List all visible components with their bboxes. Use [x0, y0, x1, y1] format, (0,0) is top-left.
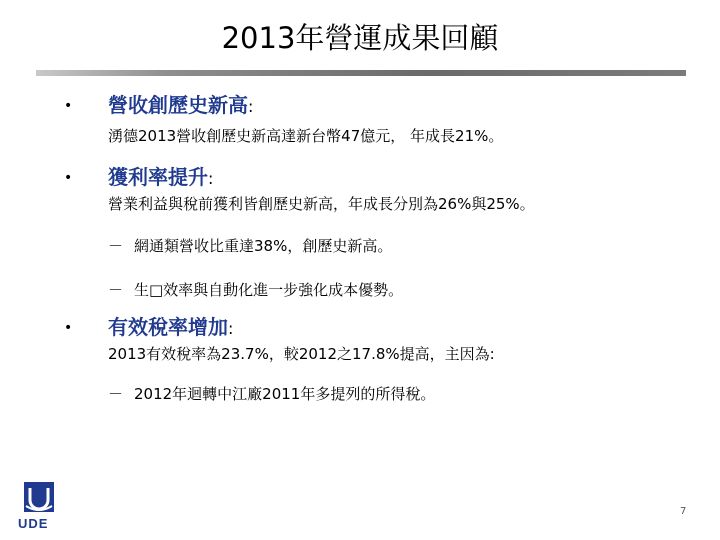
dash-marker: －: [108, 281, 124, 299]
bullet-3: •: [64, 320, 73, 336]
efficiency-text: 生□效率與自動化進一步強化成本優勢。: [134, 281, 404, 299]
heading-tax-text: 有效稅率增加: [108, 315, 228, 339]
title-divider: [36, 70, 686, 76]
dash-marker: －: [108, 237, 124, 255]
tax-detail: 2013有效稅率為23.7%，較2012之17.8%提高，主因為:: [108, 345, 495, 363]
bullet-2: •: [64, 170, 73, 186]
bullet-1: •: [64, 98, 73, 114]
ude-logo: [16, 480, 68, 532]
tax-reason-text: 2012年迴轉中江廠2011年多提列的所得稅。: [134, 385, 436, 403]
heading-tax-colon: :: [228, 319, 234, 338]
slide-title: 2013年營運成果回顧: [221, 21, 499, 55]
tax-reason-line: [108, 384, 435, 404]
heading-revenue: [108, 92, 253, 120]
heading-profit-text: 獲利率提升: [108, 165, 208, 189]
heading-profit: [108, 164, 213, 192]
page-number: 7: [680, 506, 687, 517]
dash-marker: －: [108, 385, 124, 403]
network-share-text: 網通類營收比重達38%，創歷史新高。: [134, 237, 393, 255]
heading-profit-colon: :: [208, 169, 214, 188]
heading-revenue-colon: :: [248, 97, 254, 116]
network-share-line: [108, 236, 392, 256]
logo-text: UDE: [18, 516, 49, 531]
heading-revenue-text: 營收創歷史新高: [108, 93, 248, 117]
profit-detail: 營業利益與稅前獲利皆創歷史新高，年成長分別為26%與25%。: [108, 195, 535, 213]
heading-tax: [108, 314, 233, 342]
revenue-detail: 湧德2013營收創歷史新高達新台幣47億元， 年成長21%。: [108, 127, 504, 145]
efficiency-line: [108, 280, 403, 300]
